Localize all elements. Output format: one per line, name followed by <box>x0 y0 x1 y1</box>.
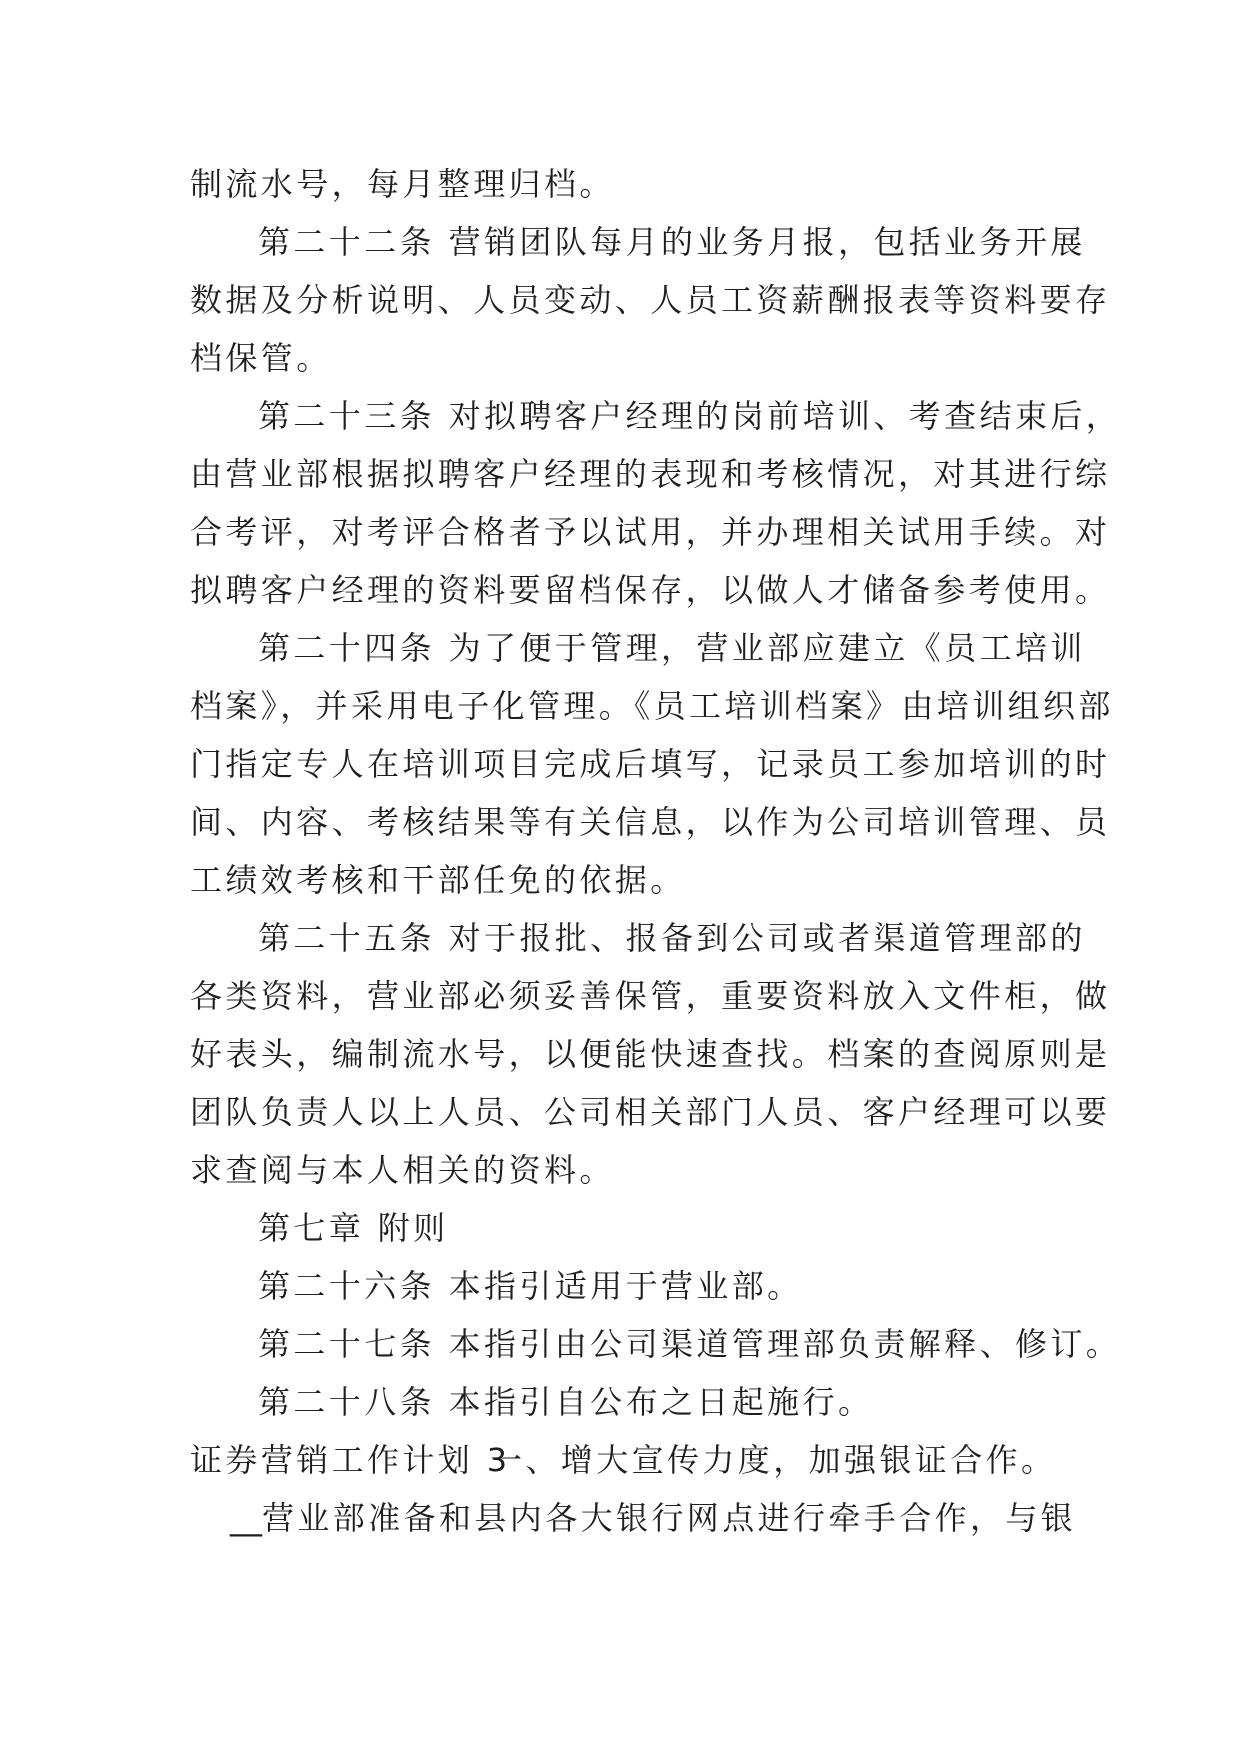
blank-underline: __ <box>230 1499 262 1537</box>
article-25-line: 第二十五条 对于报批、报备到公司或者渠道管理部的 <box>258 919 1086 957</box>
article-24-line: 第二十四条 为了便于管理，营业部应建立《员工培训 <box>258 629 1086 667</box>
article-27-line: 第二十七条 本指引由公司渠道管理部负责解释、修订。 <box>258 1325 1122 1363</box>
paragraph-line: 拟聘客户经理的资料要留档保存，以做人才储备参考使用。 <box>190 571 1111 609</box>
paragraph-line: 制流水号，每月整理归档。 <box>190 165 615 203</box>
last-line-text: 营业部准备和县内各大银行网点进行牵手合作，与银 <box>262 1499 1077 1537</box>
paragraph-line: 合考评，对考评合格者予以试用，并办理相关试用手续。对 <box>190 513 1111 551</box>
article-28-line: 第二十八条 本指引自公布之日起施行。 <box>258 1383 874 1421</box>
paragraph-line: 数据及分析说明、人员变动、人员工资薪酬报表等资料要存 <box>190 281 1111 319</box>
chapter-7-heading: 第七章 附则 <box>258 1209 449 1247</box>
section-heading-line <box>190 1431 1070 1489</box>
article-22-line: 第二十二条 营销团队每月的业务月报，包括业务开展 <box>258 223 1086 261</box>
paragraph-line: 档案》，并采用电子化管理。《员工培训档案》由培训组织部 <box>190 687 1114 725</box>
paragraph-line: 团队负责人以上人员、公司相关部门人员、客户经理可以要 <box>190 1093 1111 1131</box>
paragraph-line: 工绩效考核和干部任免的依据。 <box>190 861 686 899</box>
document-body <box>190 155 1122 1547</box>
paragraph-line: 各类资料，营业部必须妥善保管，重要资料放入文件柜，做 <box>190 977 1111 1015</box>
paragraph-line: 档保管。 <box>190 339 332 377</box>
paragraph-line: 门指定专人在培训项目完成后填写，记录员工参加培训的时 <box>190 745 1111 783</box>
paragraph-line: 间、内容、考核结果等有关信息，以作为公司培训管理、员 <box>190 803 1111 841</box>
paragraph-line: 好表头，编制流水号，以便能快速查找。档案的查阅原则是 <box>190 1035 1111 1073</box>
article-26-line: 第二十六条 本指引适用于营业部。 <box>258 1267 803 1305</box>
section-title: 证券营销工作计划 3 <box>190 1441 511 1479</box>
article-23-line: 第二十三条 对拟聘客户经理的岗前培训、考查结束后， <box>258 397 1122 435</box>
paragraph-line: 由营业部根据拟聘客户经理的表现和考核情况，对其进行综 <box>190 455 1111 493</box>
paragraph-line: 求查阅与本人相关的资料。 <box>190 1151 615 1189</box>
section-first-line: 一、增大宣传力度，加强银证合作。 <box>490 1441 1057 1479</box>
paragraph-line <box>190 1489 1077 1547</box>
